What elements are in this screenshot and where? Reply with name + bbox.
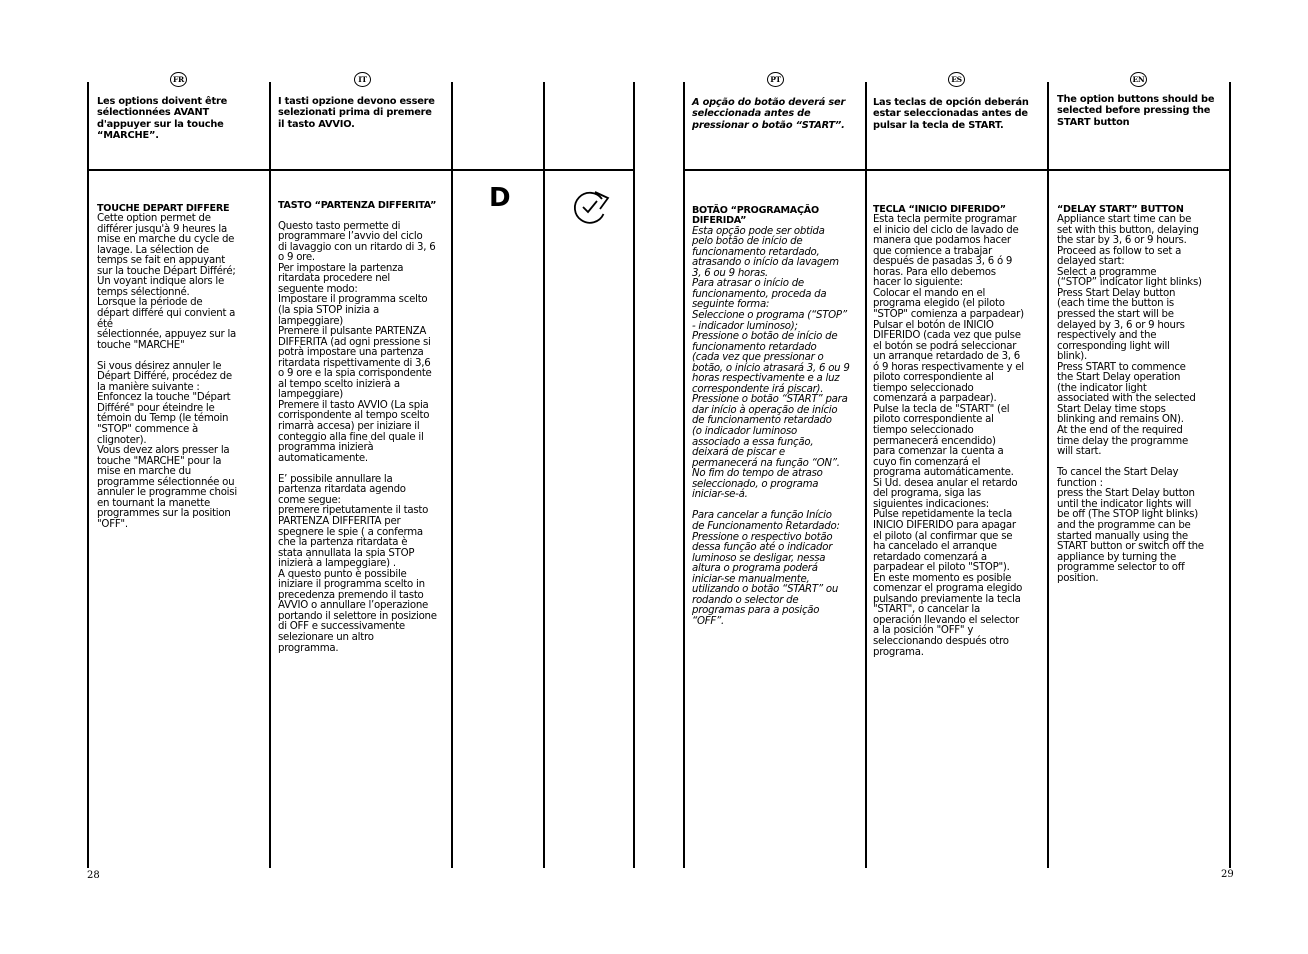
it-column bbox=[278, 190, 450, 654]
fr-column bbox=[97, 193, 265, 531]
column-rule bbox=[269, 82, 271, 868]
en-title: “DELAY START” BUTTON bbox=[1057, 203, 1184, 215]
page-number-left: 28 bbox=[87, 870, 100, 881]
delay-start-icon bbox=[570, 186, 612, 228]
header-divider bbox=[683, 169, 1230, 171]
language-badge-pt: PT bbox=[767, 72, 784, 87]
en-heading: The option buttons should be selected before pressing the START button bbox=[1057, 94, 1215, 128]
column-rule bbox=[683, 82, 685, 868]
symbol-label: D bbox=[489, 183, 511, 213]
fr-heading: Les options doivent être sélectionnées AVANT d'appuyer sur la touche “MARCHE”. bbox=[97, 96, 228, 142]
column-rule bbox=[451, 82, 453, 868]
es-title: TECLA “INICIO DIFERIDO” bbox=[873, 203, 1006, 215]
es-body: Esta tecla permite programar el inicio del ciclo de lavado de manera que podamos hacer que comience a trabajar después de pasadas 3, 6 ó 9 horas. Para ello debemos hacer lo siguiente: Colocar el mando en el programa elegido (el piloto "STOP" comienza a parpadear) Pulsar el botón de INICIO DIFERIDO (cada vez que pulse el botón se podrá seleccionar un arranque retardado de 3, 6 ó 9 horas respectivamente y el piloto correspondiente al tiempo seleccionado comenzará a parpadear). Pulse la tecla de "START" (el piloto correspondiente al tiempo seleccionado permanecerá encendido) para comenzar la cuenta a cuyo fin comenzará el programa automáticamente. Si Ud. desea anular el retardo del programa, siga las siguientes indicaciones: Pulse repetidamente la tecla INICIO DIFERIDO para apagar el piloto (al confirmar que se ha cancelado el arranque retardado comenzará a parpadear el piloto "STOP"). En este momento es posible comenzar el programa elegido pulsando previamente la tecla "START", o cancelar la operación llevando el selector a la posición "OFF" y seleccionando después otro programa. bbox=[873, 214, 1024, 658]
language-badge-en: EN bbox=[1130, 72, 1147, 87]
column-rule bbox=[1047, 82, 1049, 868]
column-rule bbox=[865, 82, 867, 868]
it-body: Questo tasto permette di programmare l’avvio del ciclo di lavaggio con un ritardo di 3, 6 o 9 ore. Per impostare la partenza ritardata procedere nel seguente modo: Impostare il programma scelto (la spia STOP inizia a lampeggiare) Premere il pulsante PARTENZA DIFFERITA (ad ogni pressione si potrà impostare una partenza ritardata rispettivamente di 3,6 o 9 ore e la spia corrispondente al tempo scelto inizierà a lampeggiare) Premere il tasto AVVIO (La spia corrispondente al tempo scelto rimarrà accesa) per iniziare il conteggio alla fine del quale il programma inizierà automaticamente. E’ possibile annullare la partenza ritardata agendo come segue: premere ripetutamente il tasto PARTENZA DIFFERITA per spegnere le spie ( a conferma che la partenza ritardata è stata annullata la spia STOP inizierà a lampeggiare) . A questo punto è possibile iniziare il programma scelto in precedenza premendo il tasto AVVIO o annullare l’operazione portando il selettore in posizione di OFF e successivamente selezionare un altro programma. bbox=[278, 220, 437, 654]
it-heading: I tasti opzione devono essere selezionati prima di premere il tasto AVVIO. bbox=[278, 96, 435, 130]
es-column bbox=[873, 194, 1045, 658]
es-heading: Las teclas de opción deberán estar seleccionadas antes de pulsar la tecla de START. bbox=[873, 97, 1029, 131]
pt-title: BOTÃO “PROGRAMAÇÃO DIFERIDA” bbox=[692, 204, 819, 227]
pt-body: Esta opção pode ser obtida pelo botão de início de funcionamento retardado, atrasando o início da lavagem 3, 6 ou 9 horas. Para atrasar o início de funcionamento, proceda da seguinte forma: Seleccione o programa (“STOP” - indicador luminoso); Pressione o botão de início de funcionamento retardado (cada vez que pressionar o botão, o início atrasará 3, 6 ou 9 horas respectivamente e a luz correspondente irá piscar). Pressione o botão “START” para dar início à operação de início de funcionamento retardado (o indicador luminoso associado a essa função, deixará de piscar e permanecerá na função “ON”. No fim do tempo de atraso seleccionado, o programa iniciar-se-á. Para cancelar a função Início de Funcionamento Retardado: Pressione o respectivo botão dessa função até o indicador luminoso se desligar, nessa altura o programa poderá iniciar-se manualmente, utilizando o botão “START” ou rodando o selector de programas para a posição “OFF”. bbox=[692, 225, 850, 627]
en-body: Appliance start time can be set with this button, delaying the star by 3, 6 or 9 hours. Proceed as follow to set a delayed start: Select a programme (“STOP” indicator light blinks) Press Start Delay button (each time the button is pressed the start will be delayed by 3, 6 or 9 hours respectively and the corresponding light will blink). Press START to commence the Start Delay operation (the indicator light associated with the selected Start Delay time stops blinking and remains ON). At the end of the required time delay the programme will start. To cancel the Start Delay function : press the Start Delay button until the indicator lights will be off (The STOP light blinks) and the programme can be started manually using the START button or switch off the appliance by turning the programme selector to off position. bbox=[1057, 214, 1204, 584]
header-divider bbox=[87, 169, 634, 171]
column-rule bbox=[543, 82, 545, 868]
page-number-right: 29 bbox=[1221, 869, 1234, 880]
it-title: TASTO “PARTENZA DIFFERITA” bbox=[278, 199, 437, 211]
language-badge-es: ES bbox=[948, 72, 965, 87]
pt-heading: A opção do botão deverá ser seleccionada antes de pressionar o botão “START”. bbox=[692, 97, 846, 131]
language-badge-it: IT bbox=[354, 72, 371, 87]
column-rule bbox=[87, 82, 89, 868]
pt-column bbox=[692, 195, 864, 627]
column-rule bbox=[1229, 82, 1231, 868]
language-badge-fr: FR bbox=[170, 72, 187, 87]
fr-body: Cette option permet de différer jusqu'à 9 heures la mise en marche du cycle de lavage. La sélection de temps se fait en appuyant sur la touche Départ Différé; Un voyant indique alors le temps sélectionné. Lorsque la période de départ différé qui convient a été sélectionnée, appuyez sur la touche "MARCHE" Si vous désirez annuler le Départ Différé, procédez de la manière suivante : Enfoncez la touche "Départ Différé" pour éteindre le témoin du Temp (le témoin "STOP" commence à clignoter). Vous devez alors presser la touche "MARCHE" pour la mise en marche du programme sélectionnée ou annuler le programme choisi en tournant la manette programmes sur la position "OFF". bbox=[97, 213, 237, 530]
column-rule bbox=[633, 82, 635, 868]
fr-title: TOUCHE DEPART DIFFERE bbox=[97, 202, 230, 214]
en-column bbox=[1057, 194, 1227, 584]
